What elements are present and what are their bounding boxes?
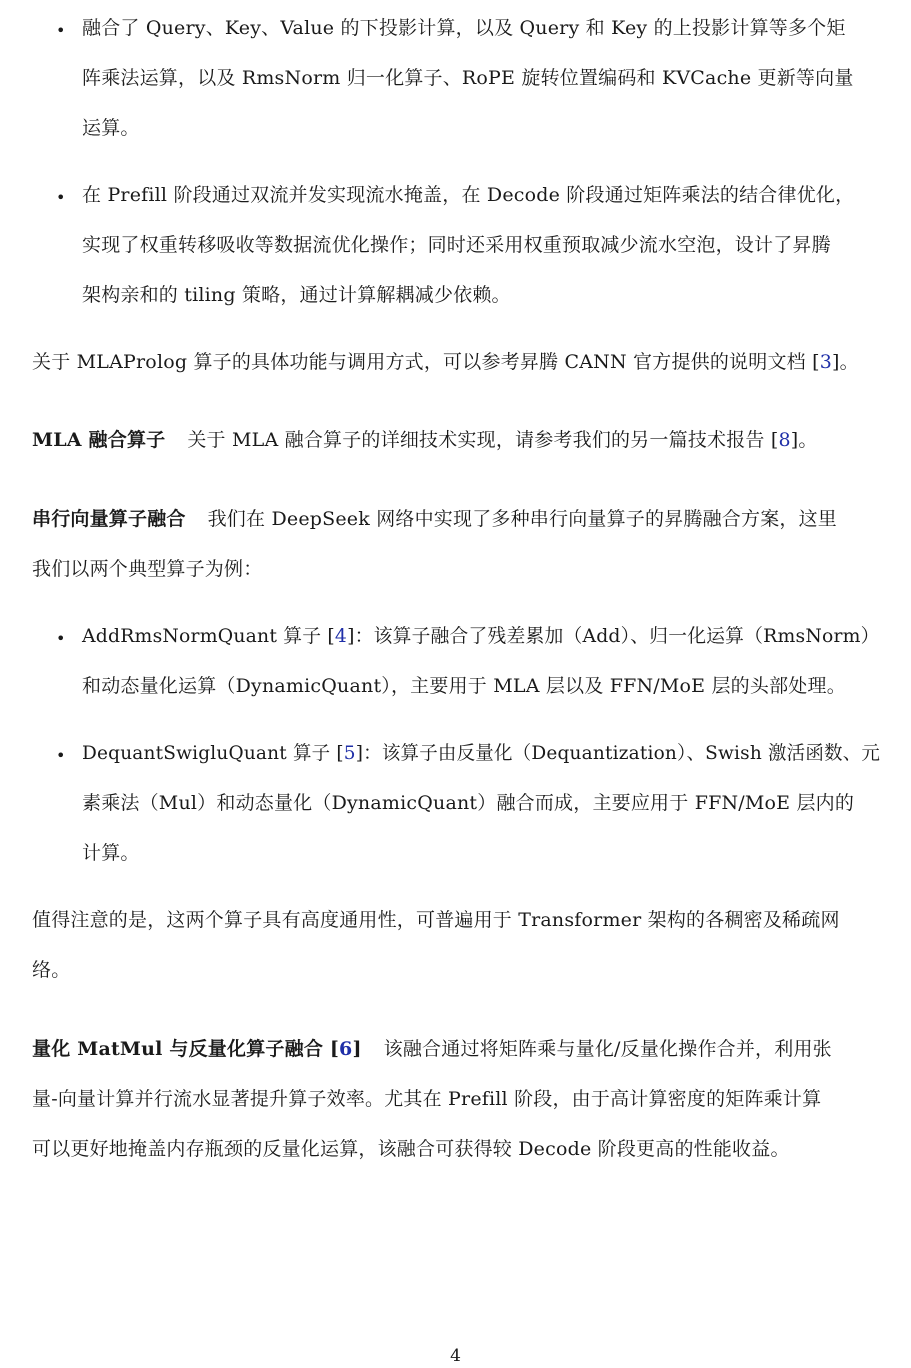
op-bullet-2-line-1 [82,741,880,765]
matmul-text-1: 该融合通过将矩阵乘与量化/反量化操作合并，利用张 [383,1038,832,1060]
citation-link[interactable]: 3 [819,351,832,373]
mlaprolog-tail: ]。 [832,351,859,373]
op-1-post: ]：该算子融合了残差累加（Add）、归一化运算（RmsNorm） [347,625,880,647]
paragraph-heading: 量化 MatMul 与反量化算子融合 [ [32,1038,340,1060]
citation-link[interactable]: 6 [339,1038,353,1060]
citation-link[interactable]: 5 [343,742,356,764]
page-number: 4 [450,1346,461,1366]
bullet-1-line-3: 运算。 [82,117,140,139]
op-2-post: ]：该算子由反量化（Dequantization）、Swish 激活函数、元 [355,742,881,764]
serial-fusion-line-1 [32,507,837,531]
serial-text-1: 我们在 DeepSeek 网络中实现了多种串行向量算子的昇腾融合方案，这里 [207,508,837,530]
mlaprolog-paragraph [32,350,859,374]
op-1-pre: AddRmsNormQuant 算子 [ [82,625,335,647]
note-line-1: 值得注意的是，这两个算子具有高度通用性，可普遍用于 Transformer 架构的各稠密及稀疏网 [32,909,840,931]
note-line-2: 络。 [32,959,71,981]
bullet-marker: • [56,188,66,207]
bullet-2-line-2: 实现了权重转移吸收等数据流优化操作；同时还采用权重预取减少流水空泡，设计了昇腾 [82,234,831,256]
heading-tail: ] [352,1038,362,1060]
citation-link[interactable]: 4 [334,625,348,647]
op-bullet-1-line-2: 和动态量化运算（DynamicQuant），主要用于 MLA 层以及 FFN/MoE 层的头部处理。 [82,675,846,697]
matmul-line-2: 量-向量计算并行流水显著提升算子效率。尤其在 Prefill 阶段，由于高计算密度的矩阵乘计算 [32,1088,822,1110]
op-2-pre: DequantSwigluQuant 算子 [ [82,742,344,764]
bullet-marker: • [56,746,66,765]
paragraph-heading: MLA 融合算子 [32,429,166,451]
paragraph-heading: 串行向量算子融合 [32,508,186,530]
matmul-line-1 [32,1037,832,1061]
op-bullet-1-line-1 [82,624,880,648]
op-bullet-2-line-3: 计算。 [82,842,140,864]
mla-fusion-paragraph [32,428,818,452]
bullet-2-line-3: 架构亲和的 tiling 策略，通过计算解耦减少依赖。 [82,284,511,306]
mlaprolog-text: 关于 MLAProlog 算子的具体功能与调用方式，可以参考昇腾 CANN 官方提供的说明文档 [ [32,351,820,373]
serial-fusion-line-2: 我们以两个典型算子为例： [32,558,263,580]
bullet-marker: • [56,21,66,40]
op-bullet-2-line-2: 素乘法（Mul）和动态量化（DynamicQuant）融合而成，主要应用于 FFN/MoE 层内的 [82,792,855,814]
citation-link[interactable]: 8 [778,429,791,451]
bullet-1-line-1: 融合了 Query、Key、Value 的下投影计算，以及 Query 和 Key 的上投影计算等多个矩 [82,17,846,39]
mla-text: 关于 MLA 融合算子的详细技术实现，请参考我们的另一篇技术报告 [ [187,429,779,451]
bullet-marker: • [56,629,66,648]
matmul-line-3: 可以更好地掩盖内存瓶颈的反量化运算，该融合可获得较 Decode 阶段更高的性能收益。 [32,1138,790,1160]
mla-tail: ]。 [790,429,818,451]
bullet-2-line-1: 在 Prefill 阶段通过双流并发实现流水掩盖，在 Decode 阶段通过矩阵乘法的结合律优化， [82,184,855,206]
bullet-1-line-2: 阵乘法运算，以及 RmsNorm 归一化算子、RoPE 旋转位置编码和 KVCache 更新等向量 [82,67,854,89]
